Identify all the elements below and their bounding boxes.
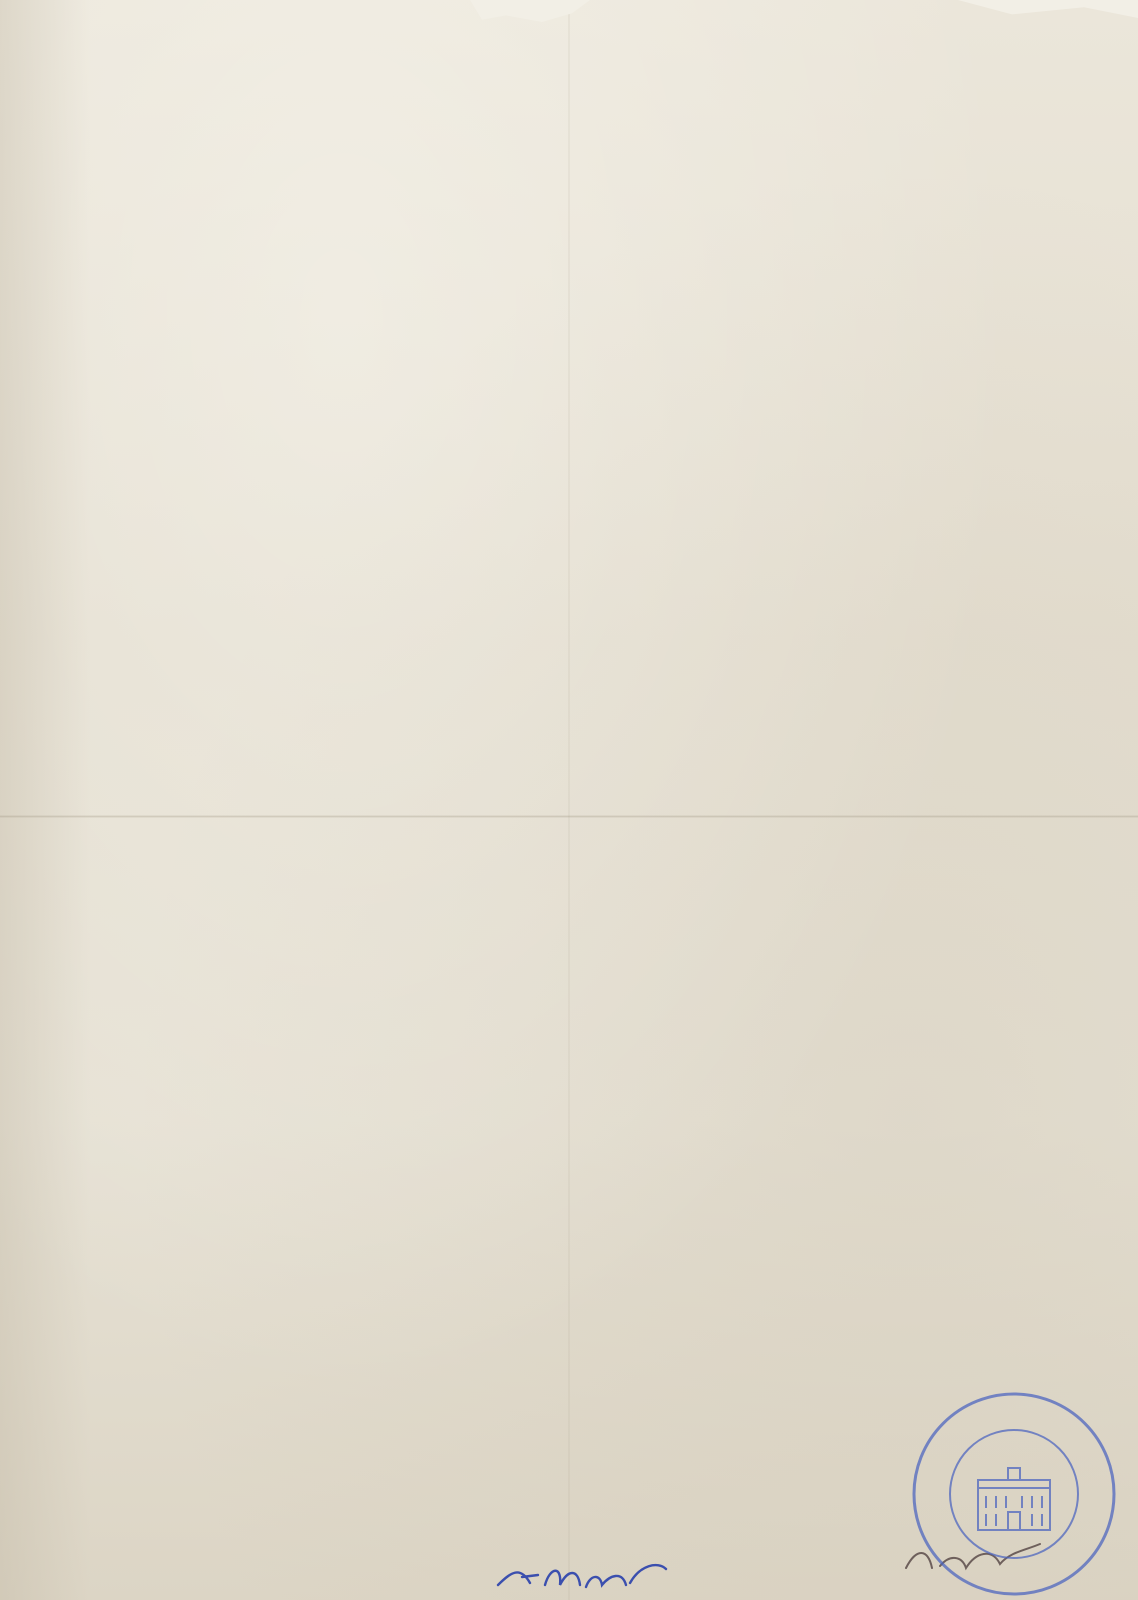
vertical-fold: [568, 0, 570, 1600]
handwritten-signature-left: [490, 1555, 680, 1600]
college-stamp: [908, 1388, 1120, 1600]
torn-edge: [470, 0, 590, 22]
paper-edge-shading: [0, 0, 90, 1600]
torn-edge-right: [958, 0, 1138, 18]
